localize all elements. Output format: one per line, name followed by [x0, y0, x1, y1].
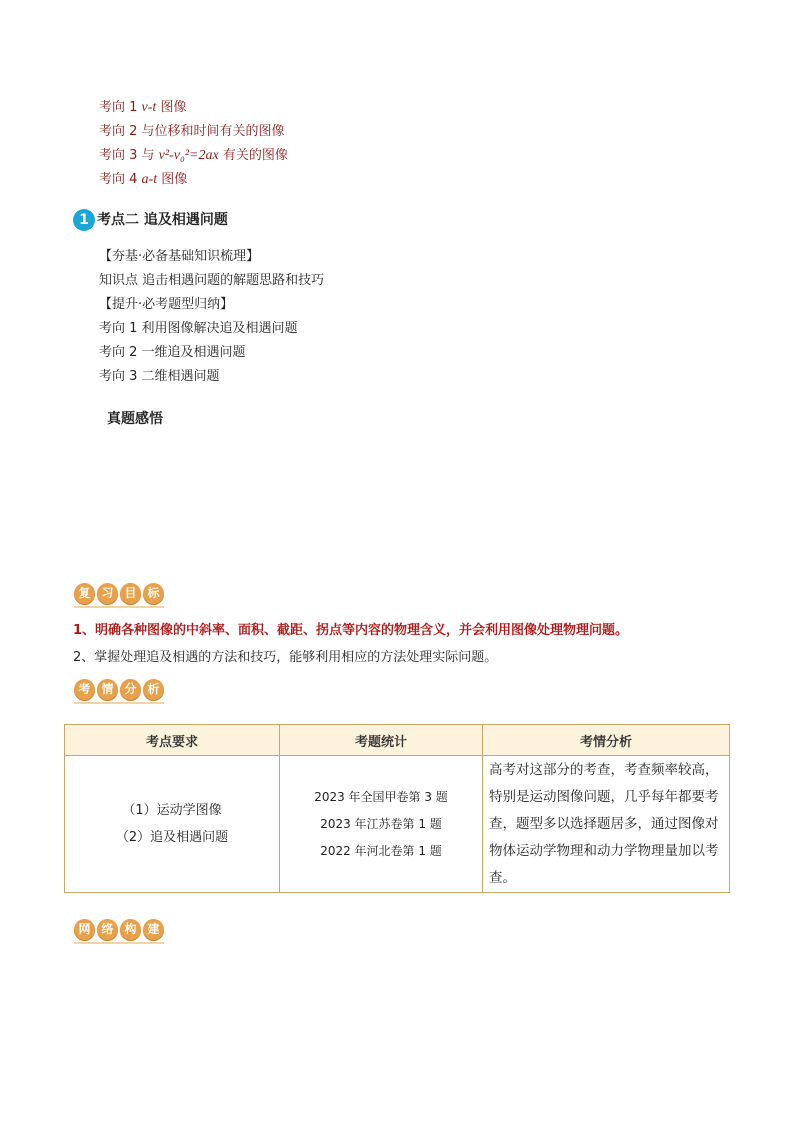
section-line-5: 考向 2 一维追及相遇问题 [99, 345, 246, 360]
goal-2: 2、掌握处理追及相遇的方法和技巧，能够利用相应的方法处理实际问题。 [73, 650, 498, 665]
real-exam-heading: 真题感悟 [107, 411, 163, 427]
goal-1: 1、明确各种图像的中斜率、面积、截距、拐点等内容的物理含义，并会利用图像处理物理问题。 [73, 623, 629, 638]
tag-char: 建 [143, 919, 164, 940]
outline-item-2: 考向 2 与位移和时间有关的图像 [99, 124, 285, 139]
table-cell-stats: 2023 年全国甲卷第 3 题 2023 年江苏卷第 1 题 2022 年河北卷第 1 题 [280, 756, 483, 893]
table-header: 考点要求 [65, 725, 280, 756]
tag-char: 构 [120, 919, 141, 940]
tag-network [74, 919, 164, 944]
section-line-3: 【提升·必考题型归纳】 [99, 297, 234, 312]
tag-char: 考 [74, 679, 95, 700]
table-cell-analysis: 高考对这部分的考查，考查频率较高，特别是运动图像问题，几乎每年都要考查，题型多以选择题居多，通过图像对物体运动学物理和动力学物理量加以考查。 [483, 756, 730, 893]
tag-char: 析 [143, 679, 164, 700]
tag-char: 情 [97, 679, 118, 700]
tag-char: 网 [74, 919, 95, 940]
table-header: 考题统计 [280, 725, 483, 756]
tag-char: 复 [74, 583, 95, 604]
analysis-table [64, 724, 730, 893]
tag-char: 分 [120, 679, 141, 700]
tag-char: 络 [97, 919, 118, 940]
tag-char: 习 [97, 583, 118, 604]
outline-item-4: 考向 4 a-t 图像 [99, 172, 188, 187]
outline-item-3: 考向 3 与 v²-v₀²=2ax 有关的图像 [99, 148, 288, 163]
section-title: 考点二 追及相遇问题 [97, 212, 228, 228]
section-line-1: 【夯基·必备基础知识梳理】 [99, 249, 260, 264]
section-line-2: 知识点 追击相遇问题的解题思路和技巧 [99, 273, 325, 288]
section-line-6: 考向 3 二维相遇问题 [99, 369, 220, 384]
table-row [65, 756, 730, 893]
section-number-badge: 1 [73, 209, 95, 231]
tag-analysis [74, 679, 164, 704]
section-line-4: 考向 1 利用图像解决追及相遇问题 [99, 321, 298, 336]
table-header: 考情分析 [483, 725, 730, 756]
table-cell-requirements: （1）运动学图像 （2）追及相遇问题 [65, 756, 280, 893]
tag-char: 标 [143, 583, 164, 604]
tag-review-goals [74, 583, 164, 608]
tag-char: 目 [120, 583, 141, 604]
outline-item-1: 考向 1 v-t 图像 [99, 100, 187, 115]
table-header-row [65, 725, 730, 756]
